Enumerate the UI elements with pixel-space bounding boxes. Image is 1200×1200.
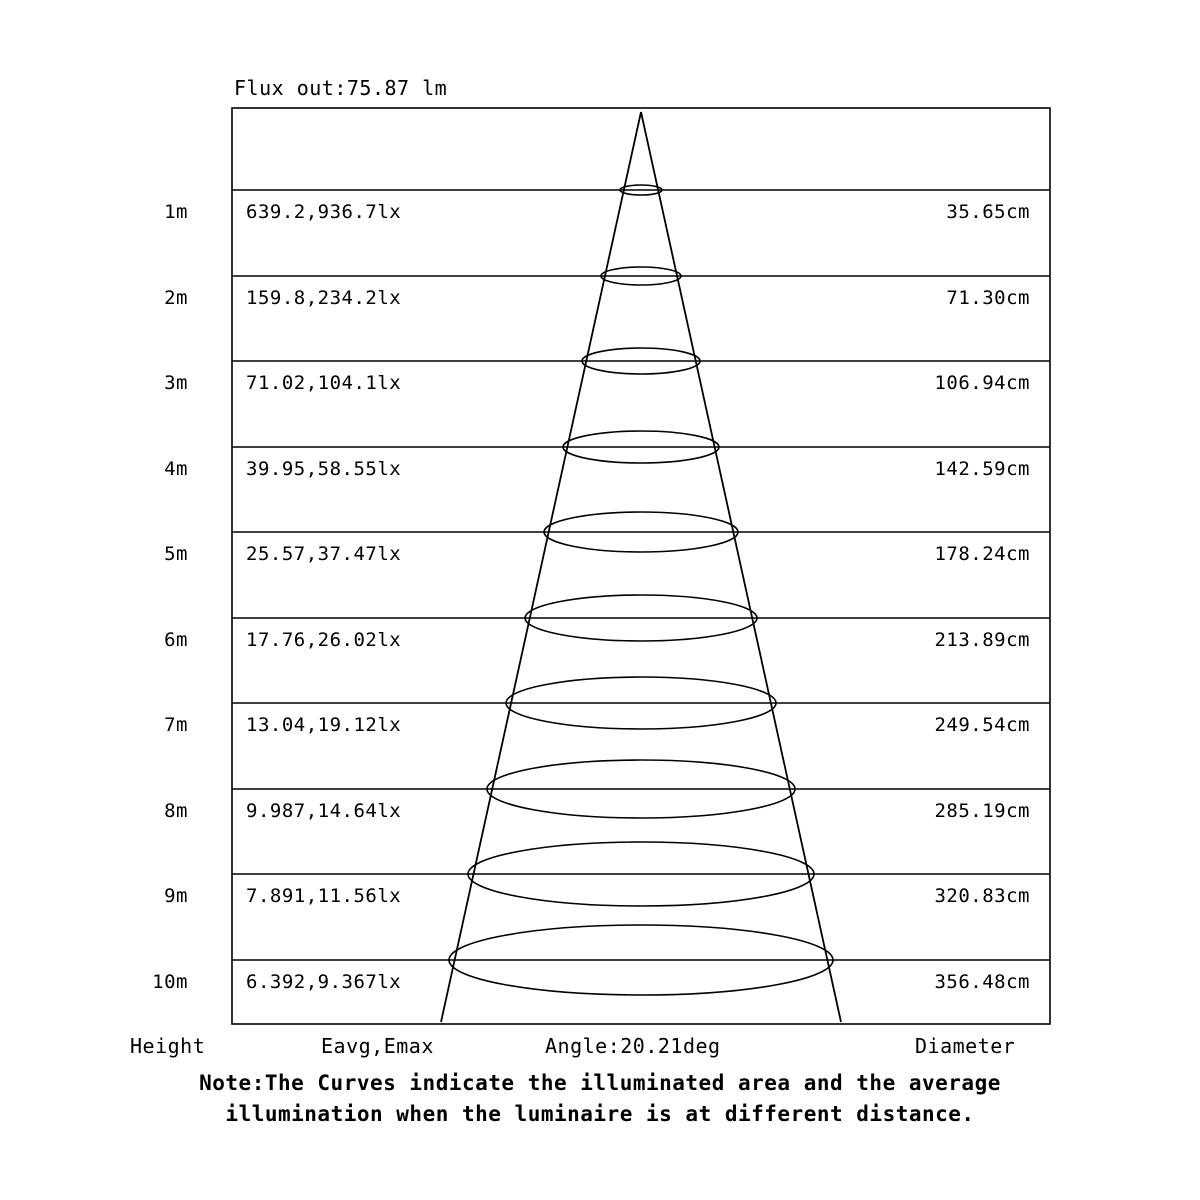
table-row-eavg-5: 25.57,37.47lx (246, 543, 402, 565)
table-row-diameter-10: 356.48cm (934, 971, 1030, 993)
table-row-height-9: 9m (164, 885, 188, 907)
table-row-height-6: 6m (164, 629, 188, 651)
table-row-diameter-8: 285.19cm (934, 800, 1030, 822)
note-line-2: illumination when the luminaire is at different distance. (225, 1102, 975, 1126)
axis-caption-angle: Angle:20.21deg (545, 1034, 721, 1058)
table-row-height-2: 2m (164, 287, 188, 309)
table-row-diameter-2: 71.30cm (946, 287, 1030, 309)
table-row-diameter-3: 106.94cm (934, 372, 1030, 394)
axis-caption-height: Height (130, 1034, 206, 1058)
axis-caption-eavg-emax: Eavg,Emax (321, 1034, 434, 1058)
table-row-eavg-2: 159.8,234.2lx (246, 287, 402, 309)
table-row-diameter-7: 249.54cm (934, 714, 1030, 736)
table-row-eavg-7: 13.04,19.12lx (246, 714, 402, 736)
table-row-diameter-9: 320.83cm (934, 885, 1030, 907)
table-row-eavg-6: 17.76,26.02lx (246, 629, 402, 651)
table-row-eavg-4: 39.95,58.55lx (246, 458, 402, 480)
table-row-height-4: 4m (164, 458, 188, 480)
note-block (0, 1068, 1200, 1130)
table-row-diameter-6: 213.89cm (934, 629, 1030, 651)
note-line-1: Note:The Curves indicate the illuminated area and the average (199, 1071, 1001, 1095)
table-row-diameter-1: 35.65cm (946, 201, 1030, 223)
cone-edges (441, 112, 841, 1022)
table-row-eavg-3: 71.02,104.1lx (246, 372, 402, 394)
table-row-height-1: 1m (164, 201, 188, 223)
axis-caption-diameter: Diameter (915, 1034, 1016, 1058)
flux-out-label: Flux out:75.87 lm (234, 76, 448, 100)
table-row-height-3: 3m (164, 372, 188, 394)
table-row-height-8: 8m (164, 800, 188, 822)
table-row-eavg-10: 6.392,9.367lx (246, 971, 402, 993)
table-row-diameter-4: 142.59cm (934, 458, 1030, 480)
table-row-eavg-1: 639.2,936.7lx (246, 201, 402, 223)
table-row-height-5: 5m (164, 543, 188, 565)
table-row-height-7: 7m (164, 714, 188, 736)
table-row-eavg-8: 9.987,14.64lx (246, 800, 402, 822)
table-row-height-10: 10m (152, 971, 188, 993)
table-row-eavg-9: 7.891,11.56lx (246, 885, 402, 907)
table-row-diameter-5: 178.24cm (934, 543, 1030, 565)
